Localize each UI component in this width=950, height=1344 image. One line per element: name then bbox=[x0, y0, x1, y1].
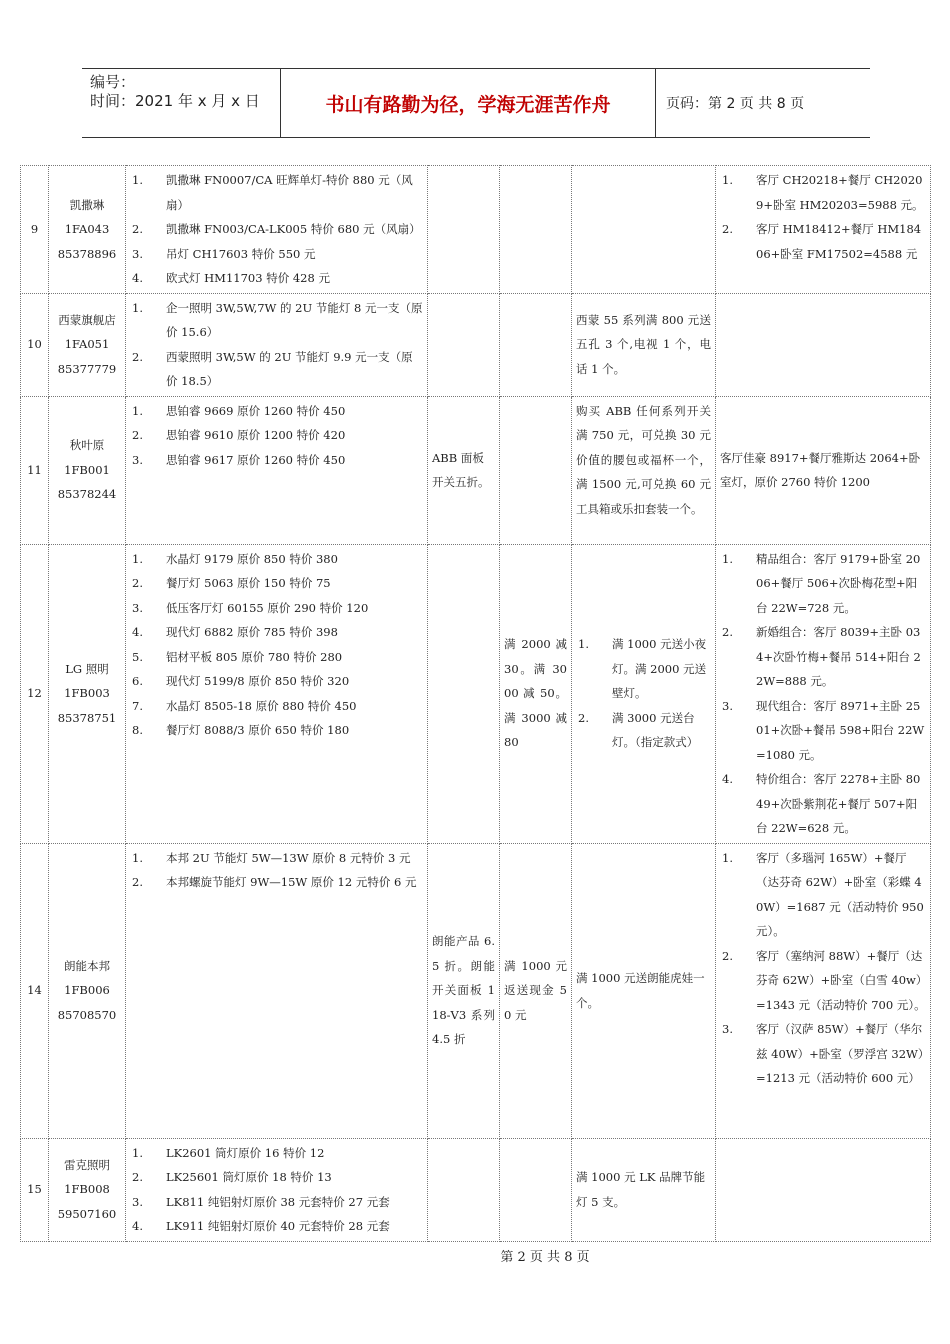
discount-cell: ABB 面板开关五折。 bbox=[428, 396, 500, 544]
list-item: 2. LK25601 筒灯原价 18 特价 13 bbox=[132, 1170, 332, 1184]
combo-cell bbox=[716, 544, 931, 843]
list-item: 4. LK911 纯铝射灯原价 40 元套特价 28 元套 bbox=[132, 1219, 390, 1233]
list-item: 1. 满 1000 元送小夜灯。满 2000 元送壁灯。 bbox=[578, 637, 707, 701]
list-item: 1. 精品组合：客厅 9179+卧室 2006+餐厅 506+次卧梅花型+阳台 22W=728 元。 bbox=[722, 551, 921, 615]
discount-cell bbox=[428, 544, 500, 843]
number-label: 编号： bbox=[90, 73, 136, 91]
list-item: 2. 新婚组合：客厅 8039+主卧 034+次卧竹梅+餐吊 514+阳台 22W=888 元。 bbox=[722, 625, 921, 688]
header-page-label: 页码：第 2 页 共 8 页 bbox=[666, 96, 805, 112]
store-code: 1FB001 bbox=[64, 462, 110, 477]
table-row bbox=[21, 166, 931, 294]
store-code: 1FB006 bbox=[64, 983, 110, 998]
store-cell bbox=[49, 396, 126, 544]
gift-cell bbox=[572, 166, 716, 294]
rebate-cell: 满 2000 减 30。满 3000 减 50。满 3000 减 80 bbox=[500, 544, 572, 843]
combo-cell bbox=[716, 293, 931, 396]
gift-cell: 满 1000 元送朗能虎娃一个。 bbox=[572, 843, 716, 1138]
products-cell bbox=[126, 1138, 428, 1241]
combo-cell bbox=[716, 166, 931, 294]
gift-cell: 满 1000 元 LK 品牌节能灯 5 支。 bbox=[572, 1138, 716, 1241]
discount-cell bbox=[428, 293, 500, 396]
store-cell bbox=[49, 544, 126, 843]
list-item: 8. 餐厅灯 8088/3 原价 650 特价 180 bbox=[132, 723, 350, 737]
row-number: 11 bbox=[21, 396, 49, 544]
gift-cell bbox=[572, 544, 716, 843]
store-name: 朗能本邦 bbox=[64, 958, 110, 973]
rebate-cell bbox=[500, 166, 572, 294]
store-phone: 85378244 bbox=[57, 487, 117, 502]
store-phone: 85377779 bbox=[57, 361, 117, 376]
combo-cell bbox=[716, 1138, 931, 1241]
discount-cell: 朗能产品 6.5 折。朗能开关面板 118-V3 系列 4.5 折 bbox=[428, 843, 500, 1138]
row-number: 12 bbox=[21, 544, 49, 843]
rebate-cell bbox=[500, 1138, 572, 1241]
list-item: 6. 现代灯 5199/8 原价 850 特价 320 bbox=[132, 674, 350, 688]
table-row bbox=[21, 544, 931, 843]
list-item: 2. 满 3000 元送台灯。（指定款式） bbox=[578, 710, 699, 750]
store-name: 西蒙旗舰店 bbox=[58, 312, 116, 327]
products-cell bbox=[126, 396, 428, 544]
list-item: 2. 餐厅灯 5063 原价 150 特价 75 bbox=[132, 576, 331, 590]
store-cell bbox=[49, 1138, 126, 1241]
gift-cell: 西蒙 55 系列满 800 元送五孔 3 个,电视 1 个，电话 1 个。 bbox=[572, 293, 716, 396]
store-cell bbox=[49, 843, 126, 1138]
store-cell bbox=[49, 166, 126, 294]
list-item: 4. 现代灯 6882 原价 785 特价 398 bbox=[132, 625, 338, 639]
products-cell bbox=[126, 166, 428, 294]
promotion-table bbox=[20, 165, 931, 1242]
list-item: 1. 思铂睿 9669 原价 1260 特价 450 bbox=[132, 403, 346, 418]
rebate-cell: 满 1000 元返送现金 50 元 bbox=[500, 843, 572, 1138]
discount-cell bbox=[428, 1138, 500, 1241]
combo-cell: 客厅佳豪 8917+餐厅雅斯达 2064+卧室灯，原价 2760 特价 1200 bbox=[716, 396, 931, 544]
store-code: 1FA043 bbox=[64, 222, 110, 236]
list-item: 2. 客厅（塞纳河 88W）+餐厅（达芬奇 62W）+卧室（白雪 40w）=1343 元（活动特价 700 元）。 bbox=[722, 948, 926, 1012]
list-item: 3. 客厅（汉萨 85W）+餐厅（华尔兹 40W）+卧室（罗浮宫 32W）=1213 元（活动特价 600 元） bbox=[722, 1022, 924, 1085]
store-name: 秋叶原 bbox=[69, 438, 105, 453]
row-number: 14 bbox=[21, 843, 49, 1138]
store-phone: 59507160 bbox=[57, 1206, 117, 1221]
store-code: 1FA051 bbox=[64, 337, 110, 352]
combo-cell bbox=[716, 843, 931, 1138]
products-cell bbox=[126, 843, 428, 1138]
header-motto: 书山有路勤为径，学海无涯苦作舟 bbox=[281, 69, 656, 137]
store-code: 1FB008 bbox=[64, 1182, 110, 1197]
list-item: 1. 本邦 2U 节能灯 5W—13W 原价 8 元特价 3 元 bbox=[132, 850, 411, 865]
list-item: 4. 欧式灯 HM11703 特价 428 元 bbox=[132, 271, 330, 285]
list-item: 2. 凯撒琳 FN003/CA-LK005 特价 680 元（风扇） bbox=[132, 222, 421, 236]
row-number: 9 bbox=[21, 166, 49, 294]
store-cell bbox=[49, 293, 126, 396]
list-item: 5. 铝材平板 805 原价 780 特价 280 bbox=[132, 649, 343, 664]
list-item: 2. 思铂睿 9610 原价 1200 特价 420 bbox=[132, 428, 346, 442]
store-name: 雷克照明 bbox=[64, 1157, 110, 1172]
list-item: 3. 吊灯 CH17603 特价 550 元 bbox=[132, 246, 316, 261]
store-name: 凯撒琳 bbox=[69, 197, 105, 212]
row-number: 10 bbox=[21, 293, 49, 396]
discount-cell bbox=[428, 166, 500, 294]
page-footer: 第 2 页 共 8 页 bbox=[500, 1250, 590, 1265]
list-item: 1. 凯撒琳 FN0007/CA 旺辉单灯-特价 880 元（风扇） bbox=[132, 173, 413, 212]
list-item: 2. 本邦螺旋节能灯 9W—15W 原价 12 元特价 6 元 bbox=[132, 875, 417, 889]
store-phone: 85378751 bbox=[57, 710, 117, 725]
store-name: LG 照明 bbox=[65, 661, 109, 676]
rebate-cell bbox=[500, 293, 572, 396]
list-item: 7. 水晶灯 8505-18 原价 880 特价 450 bbox=[132, 698, 357, 713]
list-item: 1. 水晶灯 9179 原价 850 特价 380 bbox=[132, 551, 338, 566]
list-item: 3. 低压客厅灯 60155 原价 290 特价 120 bbox=[132, 600, 369, 615]
store-code: 1FB003 bbox=[64, 686, 110, 701]
list-item: 3. 思铂睿 9617 原价 1260 特价 450 bbox=[132, 452, 346, 467]
list-item: 2. 西蒙照明 3W,5W 的 2U 节能灯 9.9 元一支（原价 18.5） bbox=[132, 349, 413, 388]
page-header bbox=[82, 68, 870, 138]
products-cell bbox=[126, 544, 428, 843]
store-phone: 85708570 bbox=[57, 1007, 117, 1022]
list-item: 2. 客厅 HM18412+餐厅 HM18406+卧室 FM17502=4588 元 bbox=[722, 222, 922, 261]
date-label: 时间：2021 年 x 月 x 日 bbox=[90, 92, 260, 110]
table-row bbox=[21, 293, 931, 396]
list-item: 1. 客厅 CH20218+餐厅 CH20209+卧室 HM20203=5988 元。 bbox=[722, 173, 924, 212]
list-item: 4. 特价组合：客厅 2278+主卧 8049+次卧紫荆花+餐厅 507+阳台 22W=628 元。 bbox=[722, 772, 921, 835]
row-number: 15 bbox=[21, 1138, 49, 1241]
rebate-cell bbox=[500, 396, 572, 544]
list-item: 1. 客厅（多瑙河 165W）+餐厅（达芬奇 62W）+卧室（彩蝶 40W）=1687 元（活动特价 950 元）。 bbox=[722, 850, 924, 938]
table-row bbox=[21, 1138, 931, 1241]
list-item: 1. 企一照明 3W,5W,7W 的 2U 节能灯 8 元一支（原价 15.6） bbox=[132, 300, 423, 339]
list-item: 3. LK811 纯铝射灯原价 38 元套特价 27 元套 bbox=[132, 1194, 390, 1209]
store-phone: 85378896 bbox=[57, 246, 117, 261]
products-cell bbox=[126, 293, 428, 396]
header-meta bbox=[82, 69, 281, 137]
list-item: 3. 现代组合：客厅 8971+主卧 2501+次卧+餐吊 598+阳台 22W=1080 元。 bbox=[722, 698, 925, 762]
table-row bbox=[21, 396, 931, 544]
table-row bbox=[21, 843, 931, 1138]
gift-cell: 购买 ABB 任何系列开关满 750 元，可兑换 30 元价值的腰包或福杯一个，满 1500 元,可兑换 60 元工具箱或乐扣套装一个。 bbox=[572, 396, 716, 544]
list-item: 1. LK2601 筒灯原价 16 特价 12 bbox=[132, 1145, 325, 1160]
